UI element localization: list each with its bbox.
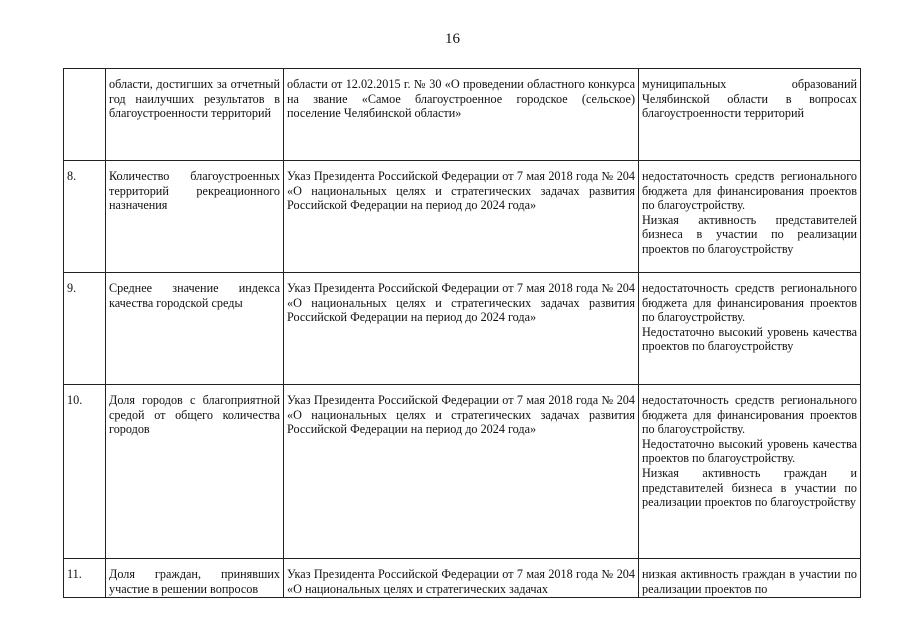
reason-text: Низкая активность представителей бизнеса в участии по реализации проектов по благоустройству <box>642 212 857 256</box>
row-number-cell <box>64 69 106 161</box>
reason-text: Низкая активность граждан и представителей бизнеса в участии по реализации проектов по благоустройству <box>642 465 857 510</box>
reason-text: недостаточность средств регионального бюджета для финансирования проектов по благоустройству. <box>642 393 857 437</box>
legal-basis-cell: Указ Президента Российской Федерации от 7 мая 2018 года № 204 «О национальных целях и стратегических задачах развития Российской Федерации на период до 2024 года» <box>284 161 639 273</box>
page-number: 16 <box>445 31 460 47</box>
legal-basis-cell: области от 12.02.2015 г. № 30 «О проведении областного конкурса на звание «Самое благоустроенное городское (сельское) поселение Челябинской области» <box>284 69 639 161</box>
legal-basis-cell: Указ Президента Российской Федерации от 7 мая 2018 года № 204 «О национальных целях и стратегических задачах развития Российской Федерации на период до 2024 года» <box>284 273 639 385</box>
row-number-cell: 9. <box>64 273 106 385</box>
row-number-cell: 11. <box>64 559 106 598</box>
reason-text: Недостаточно высокий уровень качества проектов по благоустройству. <box>642 436 857 466</box>
reasons-cell <box>639 273 861 385</box>
indicator-cell: области, достигших за отчетный год наилучших результатов в благоустроенности территорий <box>106 69 284 161</box>
reason-text: Недостаточно высокий уровень качества проектов по благоустройству <box>642 324 857 354</box>
indicator-cell: Доля граждан, принявших участие в решении вопросов <box>106 559 284 598</box>
reason-text: муниципальных образований Челябинской области в вопросах благоустроенности территорий <box>642 77 857 121</box>
table-row <box>64 69 861 161</box>
row-number-cell: 10. <box>64 385 106 559</box>
reason-text: недостаточность средств регионального бюджета для финансирования проектов по благоустройству. <box>642 169 857 213</box>
table-row <box>64 161 861 273</box>
reasons-cell <box>639 385 861 559</box>
table-row <box>64 273 861 385</box>
document-table <box>63 68 861 598</box>
indicator-cell: Среднее значение индекса качества городской среды <box>106 273 284 385</box>
reason-text: низкая активность граждан в участии по реализации проектов по <box>642 567 857 596</box>
indicator-cell: Количество благоустроенных территорий рекреационного назначения <box>106 161 284 273</box>
table-row <box>64 385 861 559</box>
reasons-cell <box>639 559 861 598</box>
row-number-cell: 8. <box>64 161 106 273</box>
indicator-cell: Доля городов с благоприятной средой от общего количества городов <box>106 385 284 559</box>
legal-basis-cell: Указ Президента Российской Федерации от 7 мая 2018 года № 204 «О национальных целях и стратегических задачах развития Российской Федерации на период до 2024 года» <box>284 385 639 559</box>
reasons-cell <box>639 69 861 161</box>
table-row <box>64 559 861 598</box>
reason-text: недостаточность средств регионального бюджета для финансирования проектов по благоустройству. <box>642 281 857 325</box>
reasons-cell <box>639 161 861 273</box>
legal-basis-cell: Указ Президента Российской Федерации от 7 мая 2018 года № 204 «О национальных целях и стратегических задачах <box>284 559 639 598</box>
